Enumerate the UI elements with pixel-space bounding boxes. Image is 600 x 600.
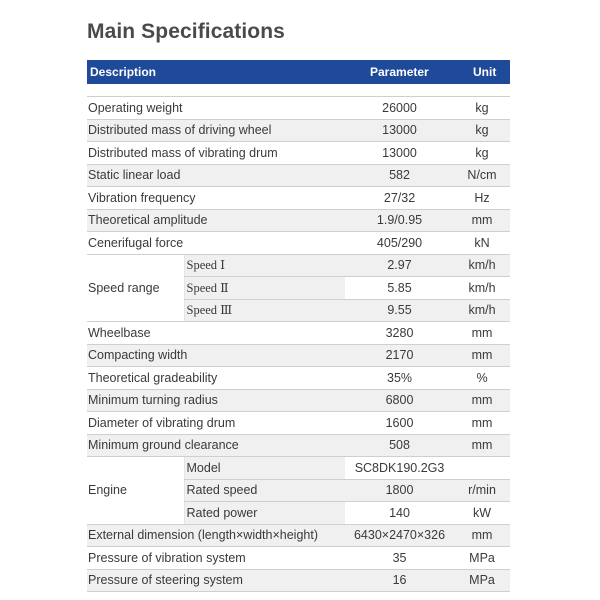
header-unit: Unit [473,65,497,79]
sub-row-label: Model [184,457,345,480]
row-value: 508 [345,434,454,457]
spec-table [87,96,510,592]
row-value: 5.85 [345,277,454,300]
row-value: 6800 [345,389,454,412]
table-header [87,60,510,84]
row-value: 2.97 [345,254,454,277]
row-label: Minimum ground clearance [87,434,345,457]
row-label: Diameter of vibrating drum [87,412,345,435]
table-row [87,547,510,570]
row-value: 405/290 [345,232,454,255]
row-label: Static linear load [87,164,345,187]
row-label: External dimension (length×width×height) [87,524,345,547]
row-value: 6430×2470×326 [345,524,454,547]
row-value: 35% [345,367,454,390]
group-label-speed-range: Speed range [87,254,184,322]
table-row [87,457,510,480]
row-unit [454,457,510,480]
table-row [87,254,510,277]
row-unit: mm [454,389,510,412]
sub-row-label: Rated power [184,502,345,525]
sub-row-label: Rated speed [184,479,345,502]
table-row [87,187,510,210]
sub-row-label: Speed Ⅱ [184,277,345,300]
row-label: Theoretical amplitude [87,209,345,232]
row-label: Pressure of vibration system [87,547,345,570]
table-row [87,434,510,457]
row-label: Operating weight [87,97,345,120]
table-row [87,344,510,367]
table-row [87,119,510,142]
row-unit: kg [454,119,510,142]
row-unit: mm [454,209,510,232]
row-label: Distributed mass of vibrating drum [87,142,345,165]
row-value: 1.9/0.95 [345,209,454,232]
row-unit: mm [454,524,510,547]
row-value: 582 [345,164,454,187]
row-value: 2170 [345,344,454,367]
row-unit: kN [454,232,510,255]
row-unit: MPa [454,547,510,570]
row-unit: mm [454,344,510,367]
row-value: 13000 [345,142,454,165]
table-row [87,524,510,547]
row-unit: r/min [454,479,510,502]
table-row [87,569,510,592]
row-label: Vibration frequency [87,187,345,210]
group-label-engine: Engine [87,457,184,525]
row-unit: N/cm [454,164,510,187]
row-value: 13000 [345,119,454,142]
row-unit: MPa [454,569,510,592]
row-label: Distributed mass of driving wheel [87,119,345,142]
row-label: Wheelbase [87,322,345,345]
row-label: Minimum turning radius [87,389,345,412]
row-value: 16 [345,569,454,592]
row-value: 26000 [345,97,454,120]
row-value: 35 [345,547,454,570]
row-unit: kg [454,97,510,120]
row-label: Compacting width [87,344,345,367]
row-unit: mm [454,434,510,457]
table-row [87,412,510,435]
row-label: Cenerifugal force [87,232,345,255]
row-value: 9.55 [345,299,454,322]
row-value: 3280 [345,322,454,345]
table-row [87,322,510,345]
row-value: SC8DK190.2G3 [345,457,454,480]
row-unit: Hz [454,187,510,210]
row-unit: kW [454,502,510,525]
sub-row-label: Speed Ⅲ [184,299,345,322]
page-title: Main Specifications [87,20,285,43]
row-unit: km/h [454,277,510,300]
row-unit: mm [454,412,510,435]
table-row [87,232,510,255]
row-unit: % [454,367,510,390]
row-label: Theoretical gradeability [87,367,345,390]
header-parameter: Parameter [370,65,429,79]
table-row [87,367,510,390]
table-row [87,389,510,412]
table-row [87,97,510,120]
table-row [87,209,510,232]
row-unit: km/h [454,254,510,277]
row-label: Pressure of steering system [87,569,345,592]
row-unit: mm [454,322,510,345]
row-value: 1600 [345,412,454,435]
row-value: 1800 [345,479,454,502]
row-unit: km/h [454,299,510,322]
row-value: 140 [345,502,454,525]
table-row [87,142,510,165]
header-description: Description [90,65,157,79]
sub-row-label: Speed Ⅰ [184,254,345,277]
row-value: 27/32 [345,187,454,210]
row-unit: kg [454,142,510,165]
table-row [87,164,510,187]
